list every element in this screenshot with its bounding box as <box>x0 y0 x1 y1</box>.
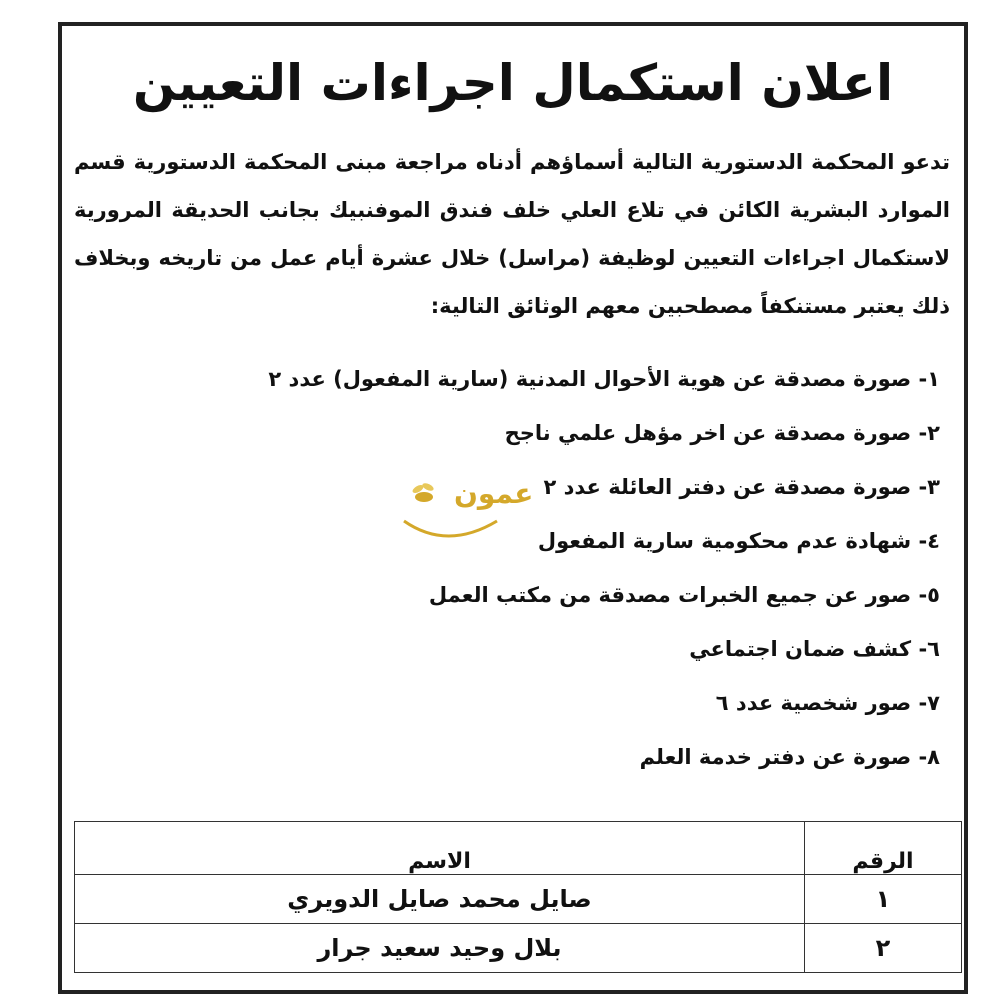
required-documents-list <box>240 358 940 790</box>
document-item: ١- صورة مصدقة عن هوية الأحوال المدنية (سارية المفعول) عدد ٢ <box>268 367 940 391</box>
row-number: ٢ <box>805 924 962 973</box>
announcement-title: اعلان استكمال اجراءات التعيين <box>132 54 894 112</box>
table-row <box>75 924 962 973</box>
document-item: ٣- صورة مصدقة عن دفتر العائلة عدد ٢ <box>543 475 940 499</box>
document-item: ٤- شهادة عدم محكومية سارية المفعول <box>537 529 940 553</box>
row-name: بلال وحيد سعيد جرار <box>75 924 805 973</box>
announcement-body: تدعو المحكمة الدستورية التالية أسماؤهم أدناه مراجعة مبنى المحكمة الدستورية قسم الموارد البشرية الكائن في تلاع العلي خلف فندق الموفنبيك بجانب الحديقة المرورية لاستكمال اجراءات التعيين لوظيفة (مراسل) خلال عشرة أيام عمل من تاريخه وبخلاف ذلك يعتبر مستنكفاً مصطحبين معهم الوثائق التالية: <box>74 150 950 318</box>
document-item: ٨- صورة عن دفتر خدمة العلم <box>639 745 940 769</box>
document-item: ٧- صور شخصية عدد ٦ <box>715 691 940 715</box>
column-header-name: الاسم <box>75 822 805 875</box>
row-name: صايل محمد صايل الدويري <box>75 875 805 924</box>
document-item: ٥- صور عن جميع الخبرات مصدقة من مكتب العمل <box>428 583 940 607</box>
document-item: ٢- صورة مصدقة عن اخر مؤهل علمي ناجح <box>504 421 940 445</box>
table-row <box>75 875 962 924</box>
table-header-row <box>75 822 962 875</box>
watermark-text: عمون <box>454 477 534 510</box>
appointees-table <box>74 821 962 973</box>
ammon-watermark <box>402 471 534 541</box>
row-number: ١ <box>805 875 962 924</box>
column-header-number: الرقم <box>805 822 962 875</box>
bee-icon <box>411 482 434 502</box>
document-item: ٦- كشف ضمان اجتماعي <box>689 637 940 661</box>
announcement-frame <box>58 22 968 994</box>
